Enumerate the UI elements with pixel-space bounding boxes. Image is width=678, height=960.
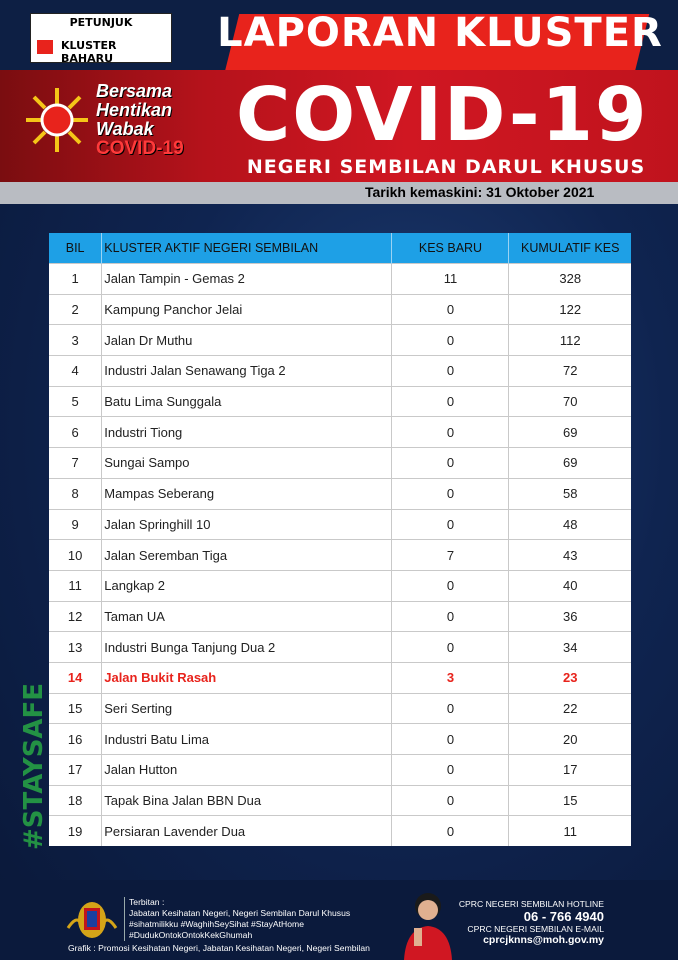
- cell-bil: 5: [49, 386, 102, 417]
- table-row: [49, 693, 631, 724]
- cell-new-cases: 0: [392, 601, 509, 632]
- table-row: [49, 570, 631, 601]
- cell-bil: 15: [49, 693, 102, 724]
- covid-title: COVID-19: [236, 72, 649, 158]
- table-row: [49, 325, 631, 356]
- malaysia-crest-icon: [66, 898, 118, 942]
- cell-cluster-name: Jalan Tampin - Gemas 2: [102, 264, 392, 295]
- stay-safe-watermark: [14, 672, 54, 852]
- table-header-row: [49, 233, 631, 264]
- cell-cluster-name: Tapak Bina Jalan BBN Dua: [102, 785, 392, 816]
- cell-cluster-name: Persiaran Lavender Dua: [102, 816, 392, 846]
- cell-cumulative: 11: [509, 816, 631, 846]
- cell-cluster-name: Mampas Seberang: [102, 478, 392, 509]
- cell-bil: 10: [49, 540, 102, 571]
- cell-bil: 8: [49, 478, 102, 509]
- cell-bil: 11: [49, 570, 102, 601]
- cell-bil: 18: [49, 785, 102, 816]
- cell-cumulative: 69: [509, 417, 631, 448]
- hotline-label: CPRC NEGERI SEMBILAN HOTLINE: [458, 899, 604, 909]
- virus-emblem-icon: [22, 80, 92, 160]
- cell-bil: 4: [49, 356, 102, 387]
- cell-new-cases: 11: [392, 264, 509, 295]
- table-row: [49, 264, 631, 295]
- cell-bil: 2: [49, 294, 102, 325]
- table-row: [49, 356, 631, 387]
- cell-cluster-name: Taman UA: [102, 601, 392, 632]
- cell-cumulative: 48: [509, 509, 631, 540]
- cell-new-cases: 0: [392, 325, 509, 356]
- cell-new-cases: 0: [392, 356, 509, 387]
- cell-bil: 14: [49, 662, 102, 693]
- campaign-slogan: [96, 82, 206, 159]
- table-row: [49, 386, 631, 417]
- table-row: [49, 448, 631, 479]
- cell-bil: 12: [49, 601, 102, 632]
- cell-new-cases: 0: [392, 785, 509, 816]
- campaign-line-1: Bersama: [96, 81, 173, 101]
- cell-cluster-name: Industri Batu Lima: [102, 724, 392, 755]
- table-row: [49, 601, 631, 632]
- cell-new-cases: 0: [392, 417, 509, 448]
- cell-bil: 6: [49, 417, 102, 448]
- cell-new-cases: 0: [392, 724, 509, 755]
- campaign-line-3: Wabak: [96, 119, 154, 139]
- cell-new-cases: 0: [392, 570, 509, 601]
- cell-new-cases: 3: [392, 662, 509, 693]
- page-title: LAPORAN KLUSTER: [217, 10, 663, 56]
- contact-info: [452, 899, 604, 946]
- legend-box: [30, 13, 172, 63]
- table-row: [49, 632, 631, 663]
- cell-cluster-name: Sungai Sampo: [102, 448, 392, 479]
- cell-cluster-name: Jalan Seremban Tiga: [102, 540, 392, 571]
- cell-cumulative: 70: [509, 386, 631, 417]
- cell-cluster-name: Kampung Panchor Jelai: [102, 294, 392, 325]
- cell-cumulative: 72: [509, 356, 631, 387]
- cell-bil: 1: [49, 264, 102, 295]
- cell-cluster-name: Seri Serting: [102, 693, 392, 724]
- stay-safe-text: #STAYSAFE: [19, 682, 49, 850]
- cell-cumulative: 69: [509, 448, 631, 479]
- cell-new-cases: 0: [392, 448, 509, 479]
- publisher-name: Jabatan Kesihatan Negeri, Negeri Sembilan Darul Khusus: [129, 908, 351, 918]
- table-row: [49, 417, 631, 448]
- cell-new-cases: 0: [392, 294, 509, 325]
- hotline-person-icon: [398, 884, 454, 960]
- email-label: CPRC NEGERI SEMBILAN E-MAIL: [467, 924, 604, 934]
- cell-cluster-name: Batu Lima Sunggala: [102, 386, 392, 417]
- hashtags-1: #sihatmilikku #WaghihSeySihat #StayAtHome: [129, 919, 304, 929]
- legend-label: KLUSTER BAHARU: [61, 39, 117, 65]
- table-row: [49, 478, 631, 509]
- publisher-label: Terbitan :: [129, 897, 165, 907]
- campaign-line-4: COVID-19: [96, 138, 184, 159]
- cell-cluster-name: Jalan Dr Muthu: [102, 325, 392, 356]
- cell-cumulative: 58: [509, 478, 631, 509]
- cell-cumulative: 17: [509, 755, 631, 786]
- cell-bil: 19: [49, 816, 102, 846]
- cluster-table: [49, 233, 631, 846]
- cell-bil: 17: [49, 755, 102, 786]
- hotline-number[interactable]: 06 - 766 4940: [523, 909, 604, 924]
- cell-cumulative: 112: [509, 325, 631, 356]
- last-updated: Tarikh kemaskini: 31 Oktober 2021: [365, 184, 595, 200]
- graphic-credit: Grafik : Promosi Kesihatan Negeri, Jabatan Kesihatan Negeri, Negeri Sembilan: [68, 943, 370, 953]
- header-cumulative: KUMULATIF KES: [509, 233, 631, 264]
- table-row: [49, 540, 631, 571]
- cell-cumulative: 23: [509, 662, 631, 693]
- cell-cumulative: 36: [509, 601, 631, 632]
- table-row: [49, 509, 631, 540]
- state-subtitle: NEGERI SEMBILAN DARUL KHUSUS: [246, 156, 646, 178]
- cell-cumulative: 40: [509, 570, 631, 601]
- cell-cumulative: 22: [509, 693, 631, 724]
- header-cluster: KLUSTER AKTIF NEGERI SEMBILAN: [102, 233, 392, 264]
- cell-new-cases: 0: [392, 509, 509, 540]
- cell-new-cases: 0: [392, 386, 509, 417]
- cell-cluster-name: Industri Jalan Senawang Tiga 2: [102, 356, 392, 387]
- cell-cluster-name: Industri Bunga Tanjung Dua 2: [102, 632, 392, 663]
- table-row: [49, 662, 631, 693]
- hashtags-2: #DudukOntokOntokKekGhumah: [129, 930, 253, 940]
- cell-cumulative: 43: [509, 540, 631, 571]
- cell-bil: 16: [49, 724, 102, 755]
- cell-cumulative: 15: [509, 785, 631, 816]
- email-address[interactable]: cprcjknns@moh.gov.my: [483, 934, 604, 946]
- cell-new-cases: 7: [392, 540, 509, 571]
- header-bil: BIL: [49, 233, 102, 264]
- cell-cluster-name: Jalan Bukit Rasah: [102, 662, 392, 693]
- cell-new-cases: 0: [392, 632, 509, 663]
- cell-new-cases: 0: [392, 478, 509, 509]
- cell-cluster-name: Langkap 2: [102, 570, 392, 601]
- cell-cluster-name: Jalan Hutton: [102, 755, 392, 786]
- table-row: [49, 816, 631, 846]
- legend-swatch-new-cluster: [37, 40, 53, 54]
- cell-cluster-name: Jalan Springhill 10: [102, 509, 392, 540]
- cell-new-cases: 0: [392, 693, 509, 724]
- cell-new-cases: 0: [392, 755, 509, 786]
- cell-new-cases: 0: [392, 816, 509, 846]
- cell-cluster-name: Industri Tiong: [102, 417, 392, 448]
- cell-bil: 3: [49, 325, 102, 356]
- cell-bil: 9: [49, 509, 102, 540]
- table-row: [49, 724, 631, 755]
- table-row: [49, 755, 631, 786]
- cell-bil: 7: [49, 448, 102, 479]
- table-row: [49, 785, 631, 816]
- cell-cumulative: 122: [509, 294, 631, 325]
- cell-cumulative: 328: [509, 264, 631, 295]
- campaign-line-2: Hentikan: [96, 100, 173, 120]
- table-row: [49, 294, 631, 325]
- cell-bil: 13: [49, 632, 102, 663]
- header-new-cases: KES BARU: [392, 233, 509, 264]
- publisher-info: [124, 897, 389, 941]
- cell-cumulative: 34: [509, 632, 631, 663]
- legend-title: PETUNJUK: [69, 16, 133, 29]
- cell-cumulative: 20: [509, 724, 631, 755]
